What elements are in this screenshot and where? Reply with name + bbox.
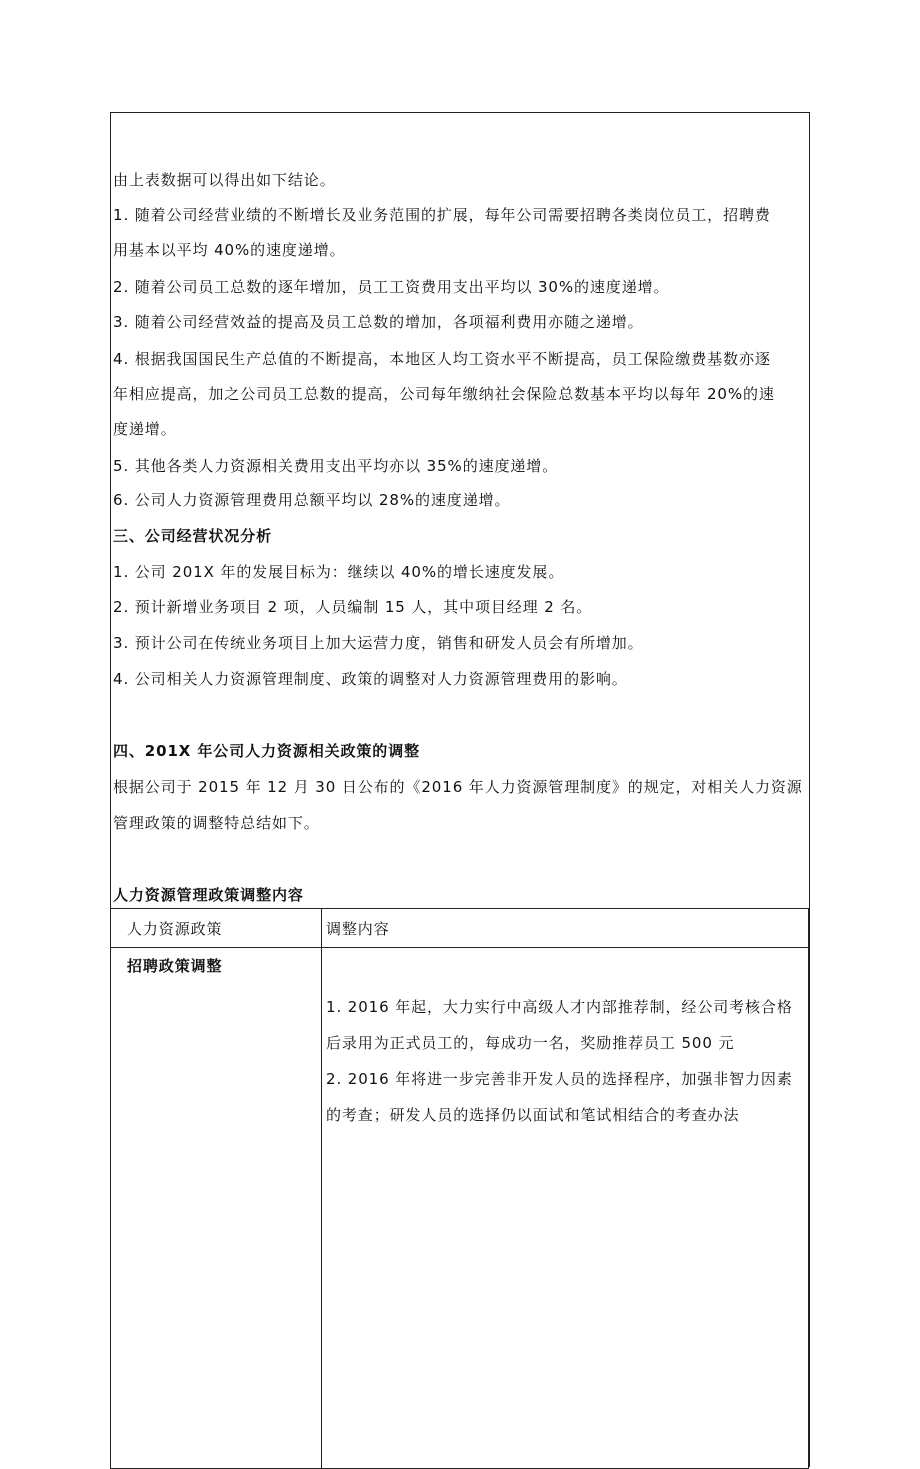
section-4-heading: 四、201X 年公司人力资源相关政策的调整 [113,742,420,760]
conclusion-item-2: 2. 随着公司员工总数的逐年增加，员工工资费用支出平均以 30%的速度递增。 [113,278,670,296]
policy-table-caption: 人力资源管理政策调整内容 [113,886,304,904]
content-cell [322,948,809,1469]
policy-table-header-row [111,909,809,948]
section-4-paragraph: 根据公司于 2015 年 12 月 30 日公布的《2016 年人力资源管理制度》的规定，对相关人力资源 [113,778,803,796]
conclusion-item-6: 6. 公司人力资源管理费用总额平均以 28%的速度递增。 [113,491,511,509]
conclusion-item-4-cont: 年相应提高，加之公司员工总数的提高，公司每年缴纳社会保险总数基本平均以每年 20%的速 [113,385,775,403]
section-4-paragraph-cont: 管理政策的调整特总结如下。 [113,814,320,832]
section-3-item-4: 4. 公司相关人力资源管理制度、政策的调整对人力资源管理费用的影响。 [113,670,628,688]
table-row [111,948,809,1469]
section-3-item-1: 1. 公司 201X 年的发展目标为：继续以 40%的增长速度发展。 [113,563,565,581]
header-content: 调整内容 [322,909,809,948]
conclusion-item-5: 5. 其他各类人力资源相关费用支出平均亦以 35%的速度递增。 [113,457,559,475]
conclusion-item-3: 3. 随着公司经营效益的提高及员工总数的增加，各项福利费用亦随之递增。 [113,313,644,331]
content-line: 后录用为正式员工的，每成功一名，奖励推荐员工 500 元 [326,1034,735,1052]
content-line: 的考查；研发人员的选择仍以面试和笔试相结合的考查办法 [326,1106,740,1124]
conclusion-intro: 由上表数据可以得出如下结论。 [113,171,336,189]
policy-cell [111,948,322,1469]
section-3-item-2: 2. 预计新增业务项目 2 项，人员编制 15 人，其中项目经理 2 名。 [113,598,593,616]
section-3-item-3: 3. 预计公司在传统业务项目上加大运营力度，销售和研发人员会有所增加。 [113,634,644,652]
content-line: 2. 2016 年将进一步完善非开发人员的选择程序，加强非智力因素 [326,1070,793,1088]
section-3-heading: 三、公司经营状况分析 [113,527,273,545]
conclusion-item-1: 1. 随着公司经营业绩的不断增长及业务范围的扩展，每年公司需要招聘各类岗位员工，招聘费 [113,206,771,224]
conclusion-item-4-end: 度递增。 [113,420,177,438]
header-policy: 人力资源政策 [111,909,322,948]
content-line: 1. 2016 年起，大力实行中高级人才内部推荐制，经公司考核合格 [326,998,793,1016]
conclusion-item-1-cont: 用基本以平均 40%的速度递增。 [113,241,346,259]
conclusion-item-4: 4. 根据我国国民生产总值的不断提高，本地区人均工资水平不断提高，员工保险缴费基数亦逐 [113,350,771,368]
policy-table [110,908,809,1469]
policy-name: 招聘政策调整 [127,957,223,975]
